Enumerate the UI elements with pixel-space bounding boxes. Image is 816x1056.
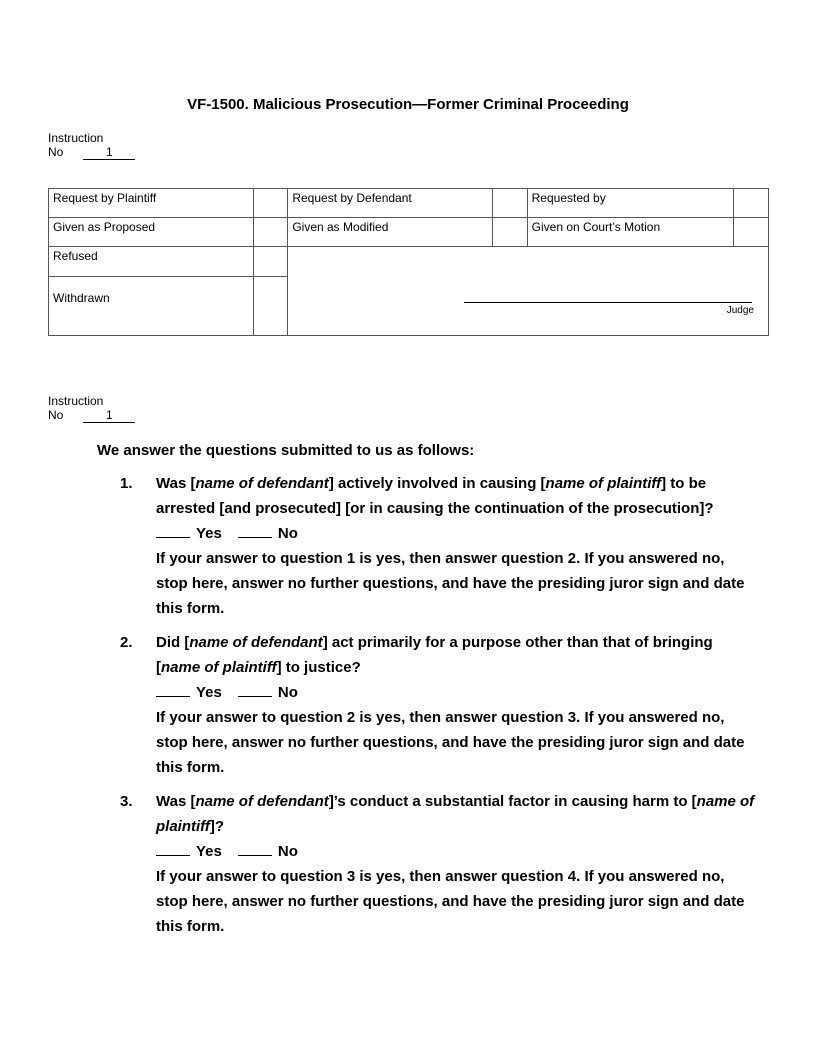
- request-by-plaintiff-label: Request by Plaintiff: [49, 189, 254, 218]
- instruction-number-block: [48, 131, 135, 160]
- yes-blank[interactable]: [156, 682, 190, 697]
- question-3: [97, 789, 757, 939]
- instruction-no-value[interactable]: 1: [83, 409, 135, 423]
- requested-by-label: Requested by: [527, 189, 734, 218]
- no-blank[interactable]: [238, 523, 272, 538]
- question-instruction: If your answer to question 1 is yes, then answer question 2. If you answered no, stop here, answer no further questions, and have the presiding juror sign and date this form.: [156, 550, 745, 617]
- no-blank[interactable]: [238, 682, 272, 697]
- yes-blank[interactable]: [156, 523, 190, 538]
- no-label: No: [277, 843, 298, 860]
- yes-no-answer: [156, 680, 757, 705]
- yes-blank[interactable]: [156, 841, 190, 856]
- verdict-form-body: [97, 441, 757, 948]
- no-label: No: [277, 525, 298, 542]
- no-blank[interactable]: [238, 841, 272, 856]
- given-on-courts-motion-checkbox[interactable]: [734, 218, 769, 247]
- question-text: Did [name of defendant] act primarily for a purpose other than that of bringing [name of plaintiff] to justice?: [156, 634, 713, 676]
- question-number: 1.: [120, 475, 133, 492]
- question-number: 2.: [120, 634, 133, 651]
- request-by-plaintiff-checkbox[interactable]: [253, 189, 288, 218]
- given-as-modified-label: Given as Modified: [288, 218, 493, 247]
- question-instruction: If your answer to question 3 is yes, then answer question 4. If you answered no, stop here, answer no further questions, and have the presiding juror sign and date this form.: [156, 868, 745, 935]
- judge-signature-line[interactable]: [464, 302, 752, 303]
- question-number: 3.: [120, 793, 133, 810]
- given-as-proposed-checkbox[interactable]: [253, 218, 288, 247]
- yes-label: Yes: [196, 684, 222, 701]
- question-2: [97, 630, 757, 780]
- given-as-proposed-label: Given as Proposed: [49, 218, 254, 247]
- yes-no-answer: [156, 521, 757, 546]
- no-label: No: [277, 684, 298, 701]
- question-text: Was [name of defendant] actively involved in causing [name of plaintiff] to be arrested [and prosecuted] [or in causing the continuation of the prosecution]?: [156, 475, 714, 517]
- withdrawn-label: Withdrawn: [49, 276, 254, 335]
- requested-by-checkbox[interactable]: [734, 189, 769, 218]
- given-on-courts-motion-label: Given on Court’s Motion: [527, 218, 734, 247]
- yes-label: Yes: [196, 525, 222, 542]
- instruction-label: Instruction: [48, 394, 104, 408]
- judge-label: Judge: [726, 305, 754, 317]
- instruction-no-value[interactable]: 1: [83, 146, 135, 160]
- form-title: VF-1500. Malicious Prosecution—Former Criminal Proceeding: [187, 96, 629, 113]
- question-instruction: If your answer to question 2 is yes, then answer question 3. If you answered no, stop here, answer no further questions, and have the presiding juror sign and date this form.: [156, 709, 745, 776]
- instruction-status-table: [48, 188, 769, 336]
- verdict-intro: We answer the questions submitted to us as follows:: [97, 442, 475, 459]
- instruction-number-block-2: [48, 394, 135, 423]
- question-1: [97, 471, 757, 621]
- yes-label: Yes: [196, 843, 222, 860]
- refused-label: Refused: [49, 247, 254, 276]
- instruction-label: Instruction: [48, 131, 104, 145]
- question-text: Was [name of defendant]’s conduct a substantial factor in causing harm to [name of plaintiff]?: [156, 793, 755, 835]
- withdrawn-checkbox[interactable]: [253, 276, 288, 335]
- given-as-modified-checkbox[interactable]: [493, 218, 528, 247]
- judge-signature-area: [288, 247, 769, 336]
- request-by-defendant-checkbox[interactable]: [493, 189, 528, 218]
- yes-no-answer: [156, 839, 757, 864]
- instruction-no-label: No: [48, 145, 64, 159]
- instruction-no-label: No: [48, 408, 64, 422]
- refused-checkbox[interactable]: [253, 247, 288, 276]
- request-by-defendant-label: Request by Defendant: [288, 189, 493, 218]
